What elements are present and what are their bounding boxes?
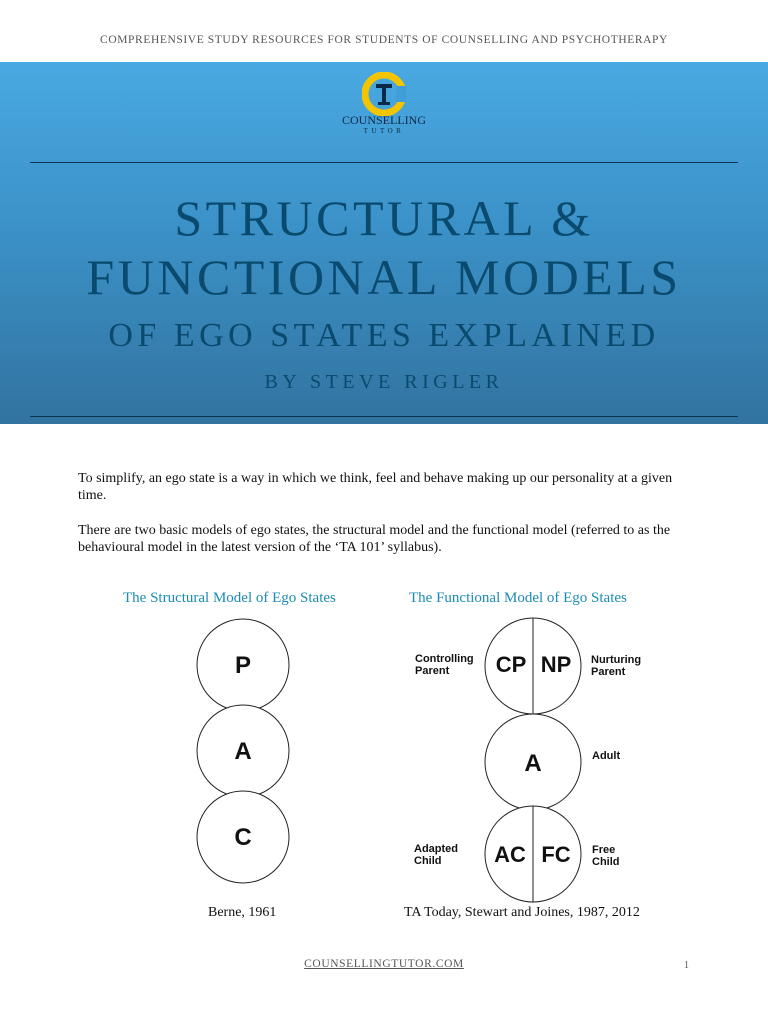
nurturing-parent-label-2: Parent xyxy=(591,666,626,678)
counselling-tutor-logo[interactable] xyxy=(336,72,432,142)
banner-divider-top xyxy=(30,162,738,163)
models-paragraph: There are two basic models of ego states, the structural model and the functional model (referred to as the behavioural model in the latest version of the ‘TA 101’ syllabus). xyxy=(78,523,671,555)
functional-model-diagram xyxy=(409,615,653,911)
free-child-mark: FC xyxy=(541,842,571,867)
controlling-parent-mark: CP xyxy=(495,652,527,677)
adapted-child-mark: AC xyxy=(494,842,526,867)
parent-label: P xyxy=(234,652,252,679)
website-link[interactable]: COUNSELLINGTUTOR.COM xyxy=(304,958,464,970)
banner-divider-bottom xyxy=(30,416,738,417)
ct-monogram-icon xyxy=(362,72,406,116)
child-label: C xyxy=(234,824,252,851)
logo-wordmark: COUNSELLING xyxy=(342,113,426,127)
title-banner xyxy=(0,62,768,424)
page-number: 1 xyxy=(684,960,689,971)
free-child-label-2: Child xyxy=(592,856,620,868)
intro-paragraph: To simplify, an ego state is a way in which we think, feel and behave making up our personality at a given time. xyxy=(78,471,673,503)
free-child-label: Free xyxy=(592,844,616,856)
adult-side-label: Adult xyxy=(592,750,621,762)
nurturing-parent-mark: NP xyxy=(540,652,572,677)
functional-model-caption: TA Today, Stewart and Joines, 1987, 2012 xyxy=(404,905,640,920)
adapted-child-label: Adapted xyxy=(414,843,458,855)
nurturing-parent-label: Nurturing xyxy=(591,654,642,666)
adapted-child-label-2: Child xyxy=(414,855,442,867)
author-byline: BY STEVE RIGLER xyxy=(264,371,504,393)
controlling-parent-label: Controlling xyxy=(415,653,474,665)
site-tagline: COMPREHENSIVE STUDY RESOURCES FOR STUDENTS OF COUNSELLING AND PSYCHOTHERAPY xyxy=(100,34,668,46)
title-line-1: STRUCTURAL & xyxy=(174,190,594,246)
title-line-2: FUNCTIONAL MODELS xyxy=(86,249,682,305)
subtitle: OF EGO STATES EXPLAINED xyxy=(108,317,660,354)
structural-model-title: The Structural Model of Ego States xyxy=(123,590,336,606)
structural-model-caption: Berne, 1961 xyxy=(208,905,277,920)
adult-mark: A xyxy=(524,750,542,777)
controlling-parent-label-2: Parent xyxy=(415,665,450,677)
functional-model-title: The Functional Model of Ego States xyxy=(409,590,627,606)
adult-label: A xyxy=(234,738,252,765)
structural-model-diagram xyxy=(190,615,296,911)
logo-subtext: TUTOR xyxy=(363,127,405,135)
